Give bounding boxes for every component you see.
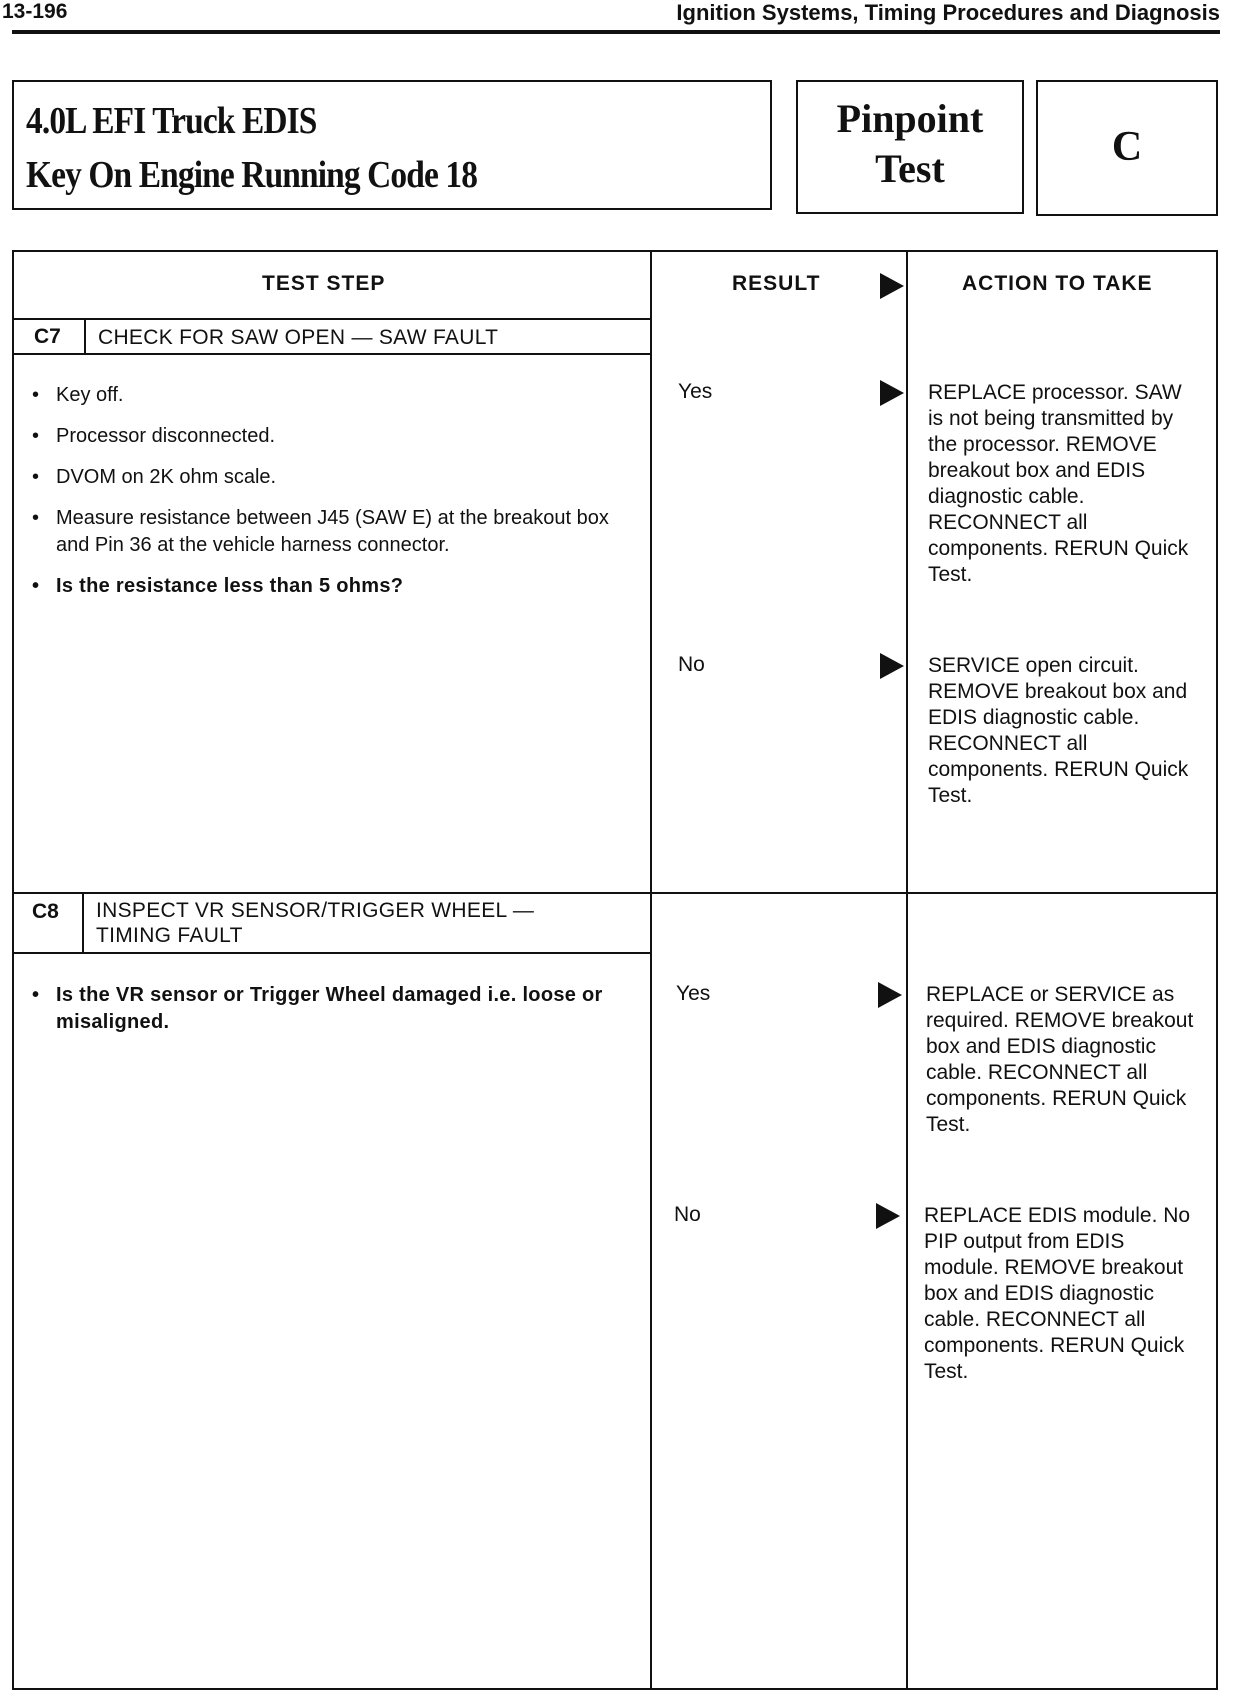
result-yes: Yes — [676, 982, 711, 1005]
step-c8-code-divider — [82, 892, 84, 954]
step-c7-top-rule — [12, 318, 652, 320]
title-line-2: Key On Engine Running Code 18 — [26, 154, 478, 196]
bullet-item: • Key off. — [30, 382, 630, 409]
running-title: Ignition Systems, Timing Procedures and Diagnosis — [676, 0, 1220, 25]
title-line-1: 4.0L EFI Truck EDIS — [26, 100, 317, 142]
bullet-item: • DVOM on 2K ohm scale. — [30, 464, 630, 491]
step-c8-bottom-rule — [12, 952, 652, 954]
result-no: No — [678, 653, 705, 676]
arrow-icon — [880, 380, 904, 406]
step-c7-bottom-rule — [12, 353, 652, 355]
result-yes: Yes — [678, 380, 713, 403]
step-c7-bullets — [30, 382, 630, 614]
col-header-result: RESULT — [732, 272, 821, 295]
step-title: CHECK FOR SAW OPEN — SAW FAULT — [98, 326, 499, 349]
arrow-icon — [880, 653, 904, 679]
col-header-action: ACTION TO TAKE — [962, 272, 1153, 295]
bullet-question: • Is the VR sensor or Trigger Wheel damaged i.e. loose or misaligned. — [30, 982, 610, 1036]
arrow-icon — [876, 1203, 900, 1229]
step-code: C8 — [32, 900, 59, 923]
pinpoint-test-box — [796, 80, 1024, 214]
test-letter: C — [1036, 80, 1218, 216]
result-no: No — [674, 1203, 701, 1226]
bullet-item: • Processor disconnected. — [30, 423, 630, 450]
divider-step-result — [650, 250, 652, 1690]
bullet-question: • Is the resistance less than 5 ohms? — [30, 573, 630, 600]
col-header-test-step: TEST STEP — [262, 272, 386, 295]
step-title-line: INSPECT VR SENSOR/TRIGGER WHEEL — — [96, 899, 535, 922]
divider-result-action — [906, 250, 908, 1690]
step-title — [96, 898, 534, 948]
test-label: Test — [875, 146, 945, 191]
step-separator — [12, 892, 1218, 894]
header-rule — [12, 30, 1220, 34]
title-box — [12, 80, 772, 210]
action-text: REPLACE or SERVICE as required. REMOVE breakout box and EDIS diagnostic cable. RECONNECT all components. RERUN Quick Test. — [926, 983, 1194, 1136]
pinpoint-label: Pinpoint — [836, 96, 984, 141]
page-number: 13-196 — [2, 0, 68, 23]
arrow-icon — [880, 273, 904, 299]
arrow-icon — [878, 982, 902, 1008]
step-c8-bullets — [30, 982, 610, 1050]
action-text: REPLACE processor. SAW is not being transmitted by the processor. REMOVE breakout box and EDIS diagnostic cable. RECONNECT all components. RERUN Quick Test. — [928, 381, 1189, 586]
bullet-item: • Measure resistance between J45 (SAW E) at the breakout box and Pin 36 at the vehicle harness connector. — [30, 505, 630, 559]
step-code: C7 — [34, 325, 61, 348]
step-title-line: TIMING FAULT — [96, 924, 243, 947]
action-text: REPLACE EDIS module. No PIP output from EDIS module. REMOVE breakout box and EDIS diagnostic cable. RECONNECT all components. RERUN Quick Test. — [924, 1204, 1191, 1383]
action-text: SERVICE open circuit. REMOVE breakout box and EDIS diagnostic cable. RECONNECT all components. RERUN Quick Test. — [928, 654, 1189, 807]
step-c7-code-divider — [84, 318, 86, 355]
